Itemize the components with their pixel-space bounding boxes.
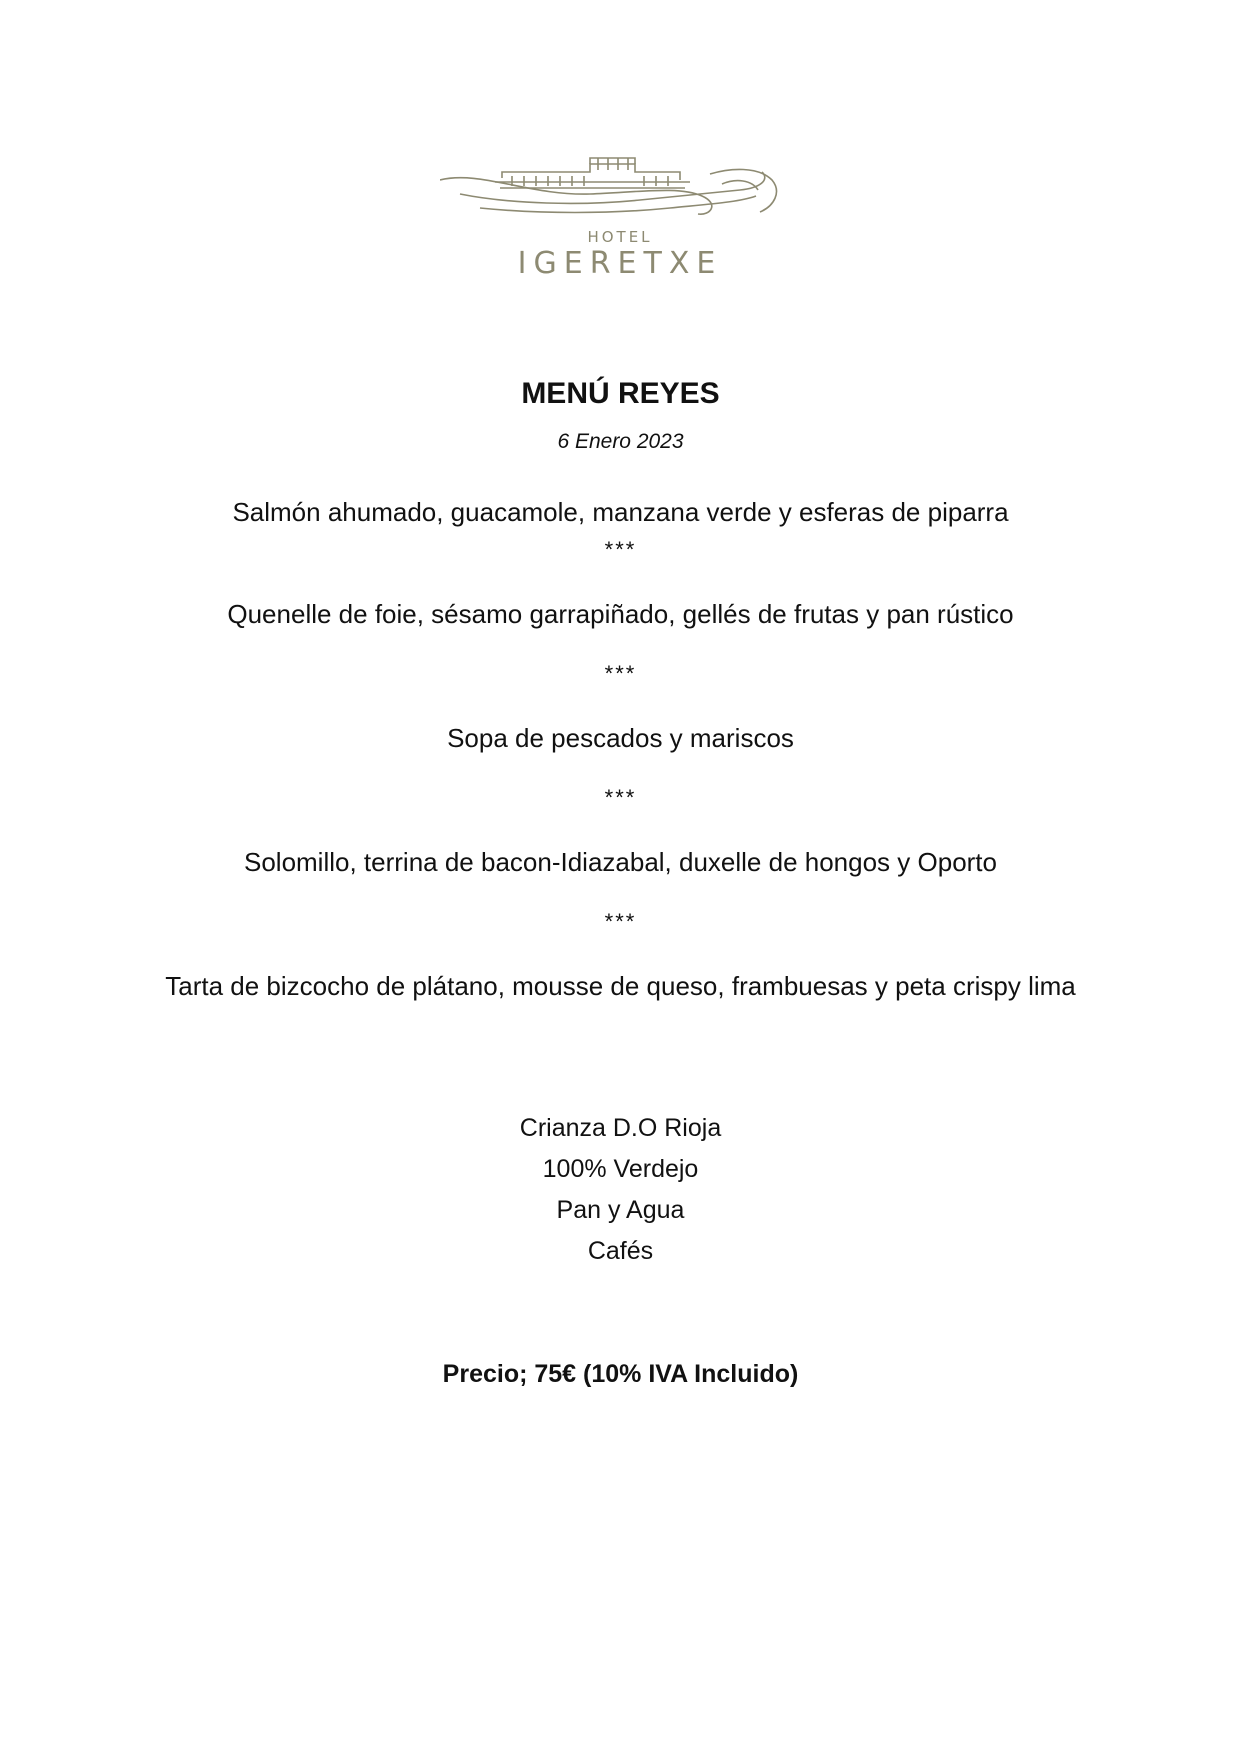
menu-date: 6 Enero 2023: [557, 430, 684, 453]
menu-title: MENÚ REYES: [521, 377, 720, 410]
hotel-building-wave-logo-icon: [440, 150, 800, 230]
dish-2: Quenelle de foie, sésamo garrapiñado, gellés de frutas y pan rústico: [227, 599, 1014, 629]
separator: ***: [604, 785, 637, 810]
separator: ***: [604, 537, 637, 562]
drink-2: 100% Verdejo: [542, 1155, 699, 1183]
drink-3: Pan y Agua: [556, 1196, 685, 1224]
dish-1: Salmón ahumado, guacamole, manzana verde y esferas de piparra: [232, 497, 1009, 527]
logo-name-text: IGERETXE: [517, 246, 723, 281]
logo-hotel-text: HOTEL: [587, 228, 653, 246]
dish-4: Solomillo, terrina de bacon-Idiazabal, duxelle de hongos y Oporto: [243, 847, 997, 877]
separator: ***: [604, 661, 637, 686]
menu-price: Precio; 75€ (10% IVA Incluido): [442, 1360, 799, 1388]
hotel-logo: [440, 150, 800, 280]
drink-4: Cafés: [587, 1237, 654, 1265]
separator: ***: [604, 909, 637, 934]
dish-3: Sopa de pescados y mariscos: [447, 723, 794, 753]
drink-1: Crianza D.O Rioja: [519, 1114, 722, 1142]
dish-5: Tarta de bizcocho de plátano, mousse de queso, frambuesas y peta crispy lima: [165, 971, 1076, 1001]
